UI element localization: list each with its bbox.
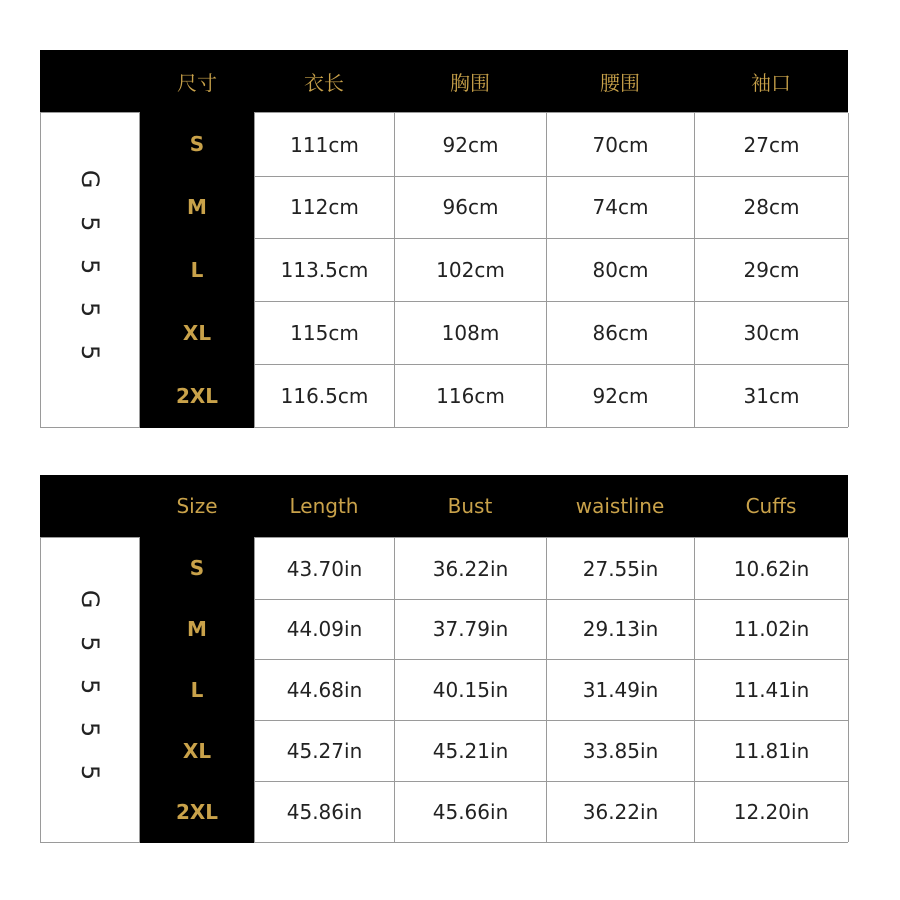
bust-cell: 102cm	[395, 238, 547, 301]
length-cell: 43.70in	[255, 538, 395, 599]
length-cell: 44.68in	[255, 659, 395, 720]
header-waist: 腰围	[600, 70, 640, 95]
length-cell: 45.86in	[255, 781, 395, 842]
length-cell: 45.27in	[255, 720, 395, 781]
size-label: L	[190, 257, 204, 282]
header-cuffs: 袖口	[751, 70, 791, 95]
waist-cell: 31.49in	[547, 659, 695, 720]
table-row	[255, 364, 848, 428]
table-row	[255, 659, 848, 721]
size-label: L	[190, 677, 204, 702]
cuffs-cell: 29cm	[695, 238, 849, 301]
cuffs-cell: 28cm	[695, 175, 849, 238]
size-label: S	[189, 555, 205, 580]
waist-cell: 86cm	[547, 301, 695, 364]
table-row	[255, 781, 848, 843]
model-label: G 5 5 5 5	[76, 169, 104, 371]
length-cell: 116.5cm	[255, 364, 395, 427]
cuffs-cell: 31cm	[695, 364, 849, 427]
header-size: Size	[176, 494, 218, 518]
header-row	[40, 50, 848, 112]
table-row	[255, 537, 848, 600]
cuffs-cell: 11.81in	[695, 720, 849, 781]
size-chart-cm	[40, 50, 848, 428]
length-cell: 113.5cm	[255, 238, 395, 301]
length-cell: 115cm	[255, 301, 395, 364]
length-cell: 111cm	[255, 113, 395, 176]
model-label-cell	[40, 537, 140, 843]
bust-cell: 96cm	[395, 175, 547, 238]
size-label: 2XL	[175, 800, 219, 824]
waist-cell: 29.13in	[547, 598, 695, 659]
waist-cell: 33.85in	[547, 720, 695, 781]
size-label: S	[189, 131, 205, 156]
size-column	[140, 537, 254, 843]
measurement-grid	[254, 537, 848, 843]
waist-cell: 92cm	[547, 364, 695, 427]
table-row	[255, 720, 848, 782]
table-row	[255, 301, 848, 365]
model-label: G 5 5 5 5	[76, 589, 104, 791]
cuffs-cell: 27cm	[695, 113, 849, 176]
waist-cell: 80cm	[547, 238, 695, 301]
table-row	[255, 175, 848, 239]
header-row	[40, 475, 848, 537]
cuffs-cell: 11.41in	[695, 659, 849, 720]
size-column	[140, 112, 254, 428]
bust-cell: 108m	[395, 301, 547, 364]
header-cuffs: Cuffs	[745, 494, 797, 518]
bust-cell: 40.15in	[395, 659, 547, 720]
size-label: M	[187, 616, 207, 641]
size-label: 2XL	[175, 384, 219, 408]
size-label: XL	[182, 320, 212, 345]
cuffs-cell: 12.20in	[695, 781, 849, 842]
header-size: 尺寸	[177, 70, 217, 95]
header-length: Length	[289, 494, 359, 518]
size-label: XL	[182, 738, 212, 763]
cuffs-cell: 30cm	[695, 301, 849, 364]
cuffs-cell: 10.62in	[695, 538, 849, 599]
bust-cell: 116cm	[395, 364, 547, 427]
measurement-grid	[254, 112, 848, 428]
table-row	[255, 598, 848, 660]
header-length: 衣长	[304, 70, 344, 95]
waist-cell: 70cm	[547, 113, 695, 176]
header-bust: Bust	[447, 494, 493, 518]
cuffs-cell: 11.02in	[695, 598, 849, 659]
waist-cell: 27.55in	[547, 538, 695, 599]
bust-cell: 45.21in	[395, 720, 547, 781]
header-bust: 胸围	[450, 70, 490, 95]
waist-cell: 36.22in	[547, 781, 695, 842]
length-cell: 112cm	[255, 175, 395, 238]
table-row	[255, 112, 848, 177]
bust-cell: 36.22in	[395, 538, 547, 599]
bust-cell: 37.79in	[395, 598, 547, 659]
header-waist: waistline	[575, 494, 665, 518]
size-label: M	[187, 194, 207, 219]
bust-cell: 45.66in	[395, 781, 547, 842]
model-label-cell	[40, 112, 140, 428]
length-cell: 44.09in	[255, 598, 395, 659]
table-row	[255, 238, 848, 302]
size-chart-in	[40, 475, 848, 843]
waist-cell: 74cm	[547, 175, 695, 238]
bust-cell: 92cm	[395, 113, 547, 176]
